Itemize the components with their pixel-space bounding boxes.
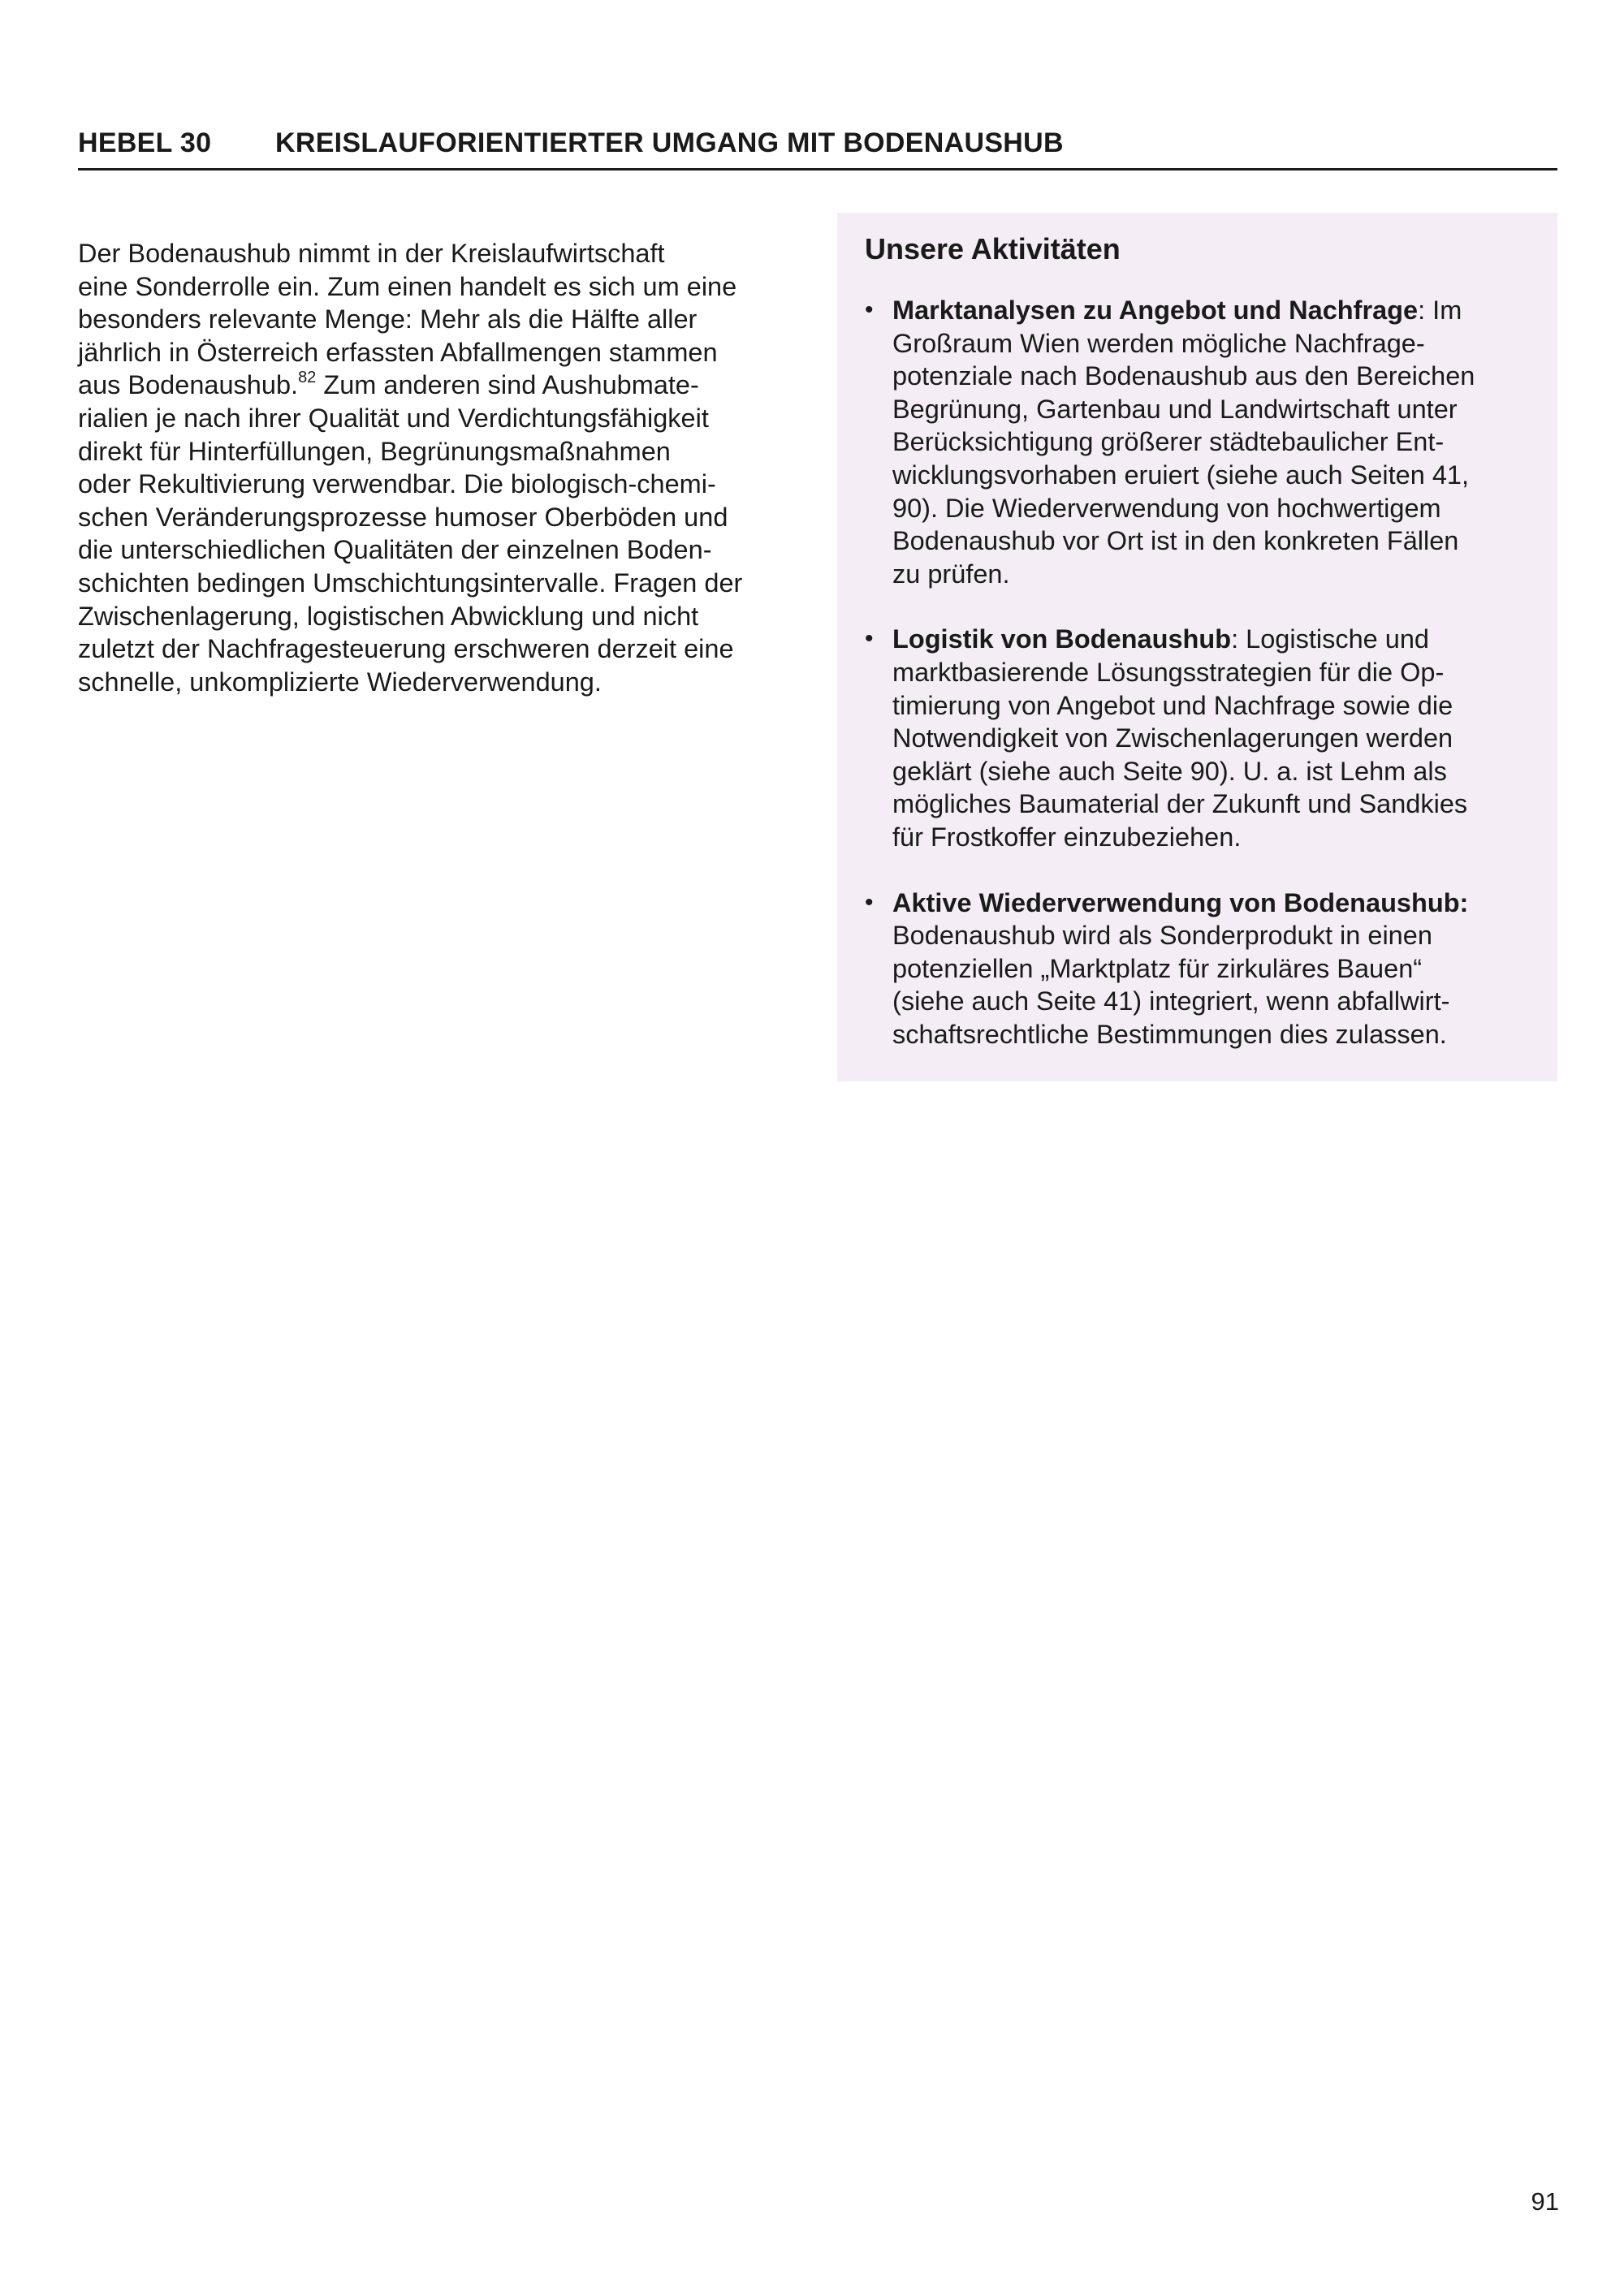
activity-line: timierung von Angebot und Nachfrage sowie die <box>892 690 1453 720</box>
page-header <box>78 122 1557 170</box>
intro-line: jährlich in Österreich erfassten Abfallmengen stammen <box>78 337 718 367</box>
intro-line-with-footnote <box>78 369 813 402</box>
activity-line: wicklungsvorhaben eruiert (siehe auch Seiten 41, <box>892 460 1470 490</box>
activity-line: (siehe auch Seite 41) integriert, wenn abfallwirt- <box>892 986 1450 1016</box>
intro-line: die unterschiedlichen Qualitäten der einzelnen Boden- <box>78 535 712 565</box>
activity-text: : Logistische und <box>1231 624 1430 654</box>
activity-line: Begrünung, Gartenbau und Landwirtschaft unter <box>892 394 1458 424</box>
activity-line: mögliches Baumaterial der Zukunft und Sandkies <box>892 789 1468 819</box>
intro-line: oder Rekultivierung verwendbar. Die biologisch-chemi- <box>78 469 716 499</box>
intro-line: eine Sonderrolle ein. Zum einen handelt es sich um eine <box>78 271 737 301</box>
footnote-reference: 82 <box>298 368 317 386</box>
activity-line: Bodenaushub vor Ort ist in den konkreten Fällen <box>892 526 1459 556</box>
activities-list <box>865 294 1530 1051</box>
activity-line: 90). Die Wiederverwendung von hochwertigem <box>892 493 1441 523</box>
bullet-icon: • <box>865 296 874 323</box>
intro-line: direkt für Hinterfüllungen, Begrünungsmaßnahmen <box>78 436 671 466</box>
page-number: 91 <box>1531 2187 1559 2216</box>
intro-line: schichten bedingen Umschichtungsintervalle. Fragen der <box>78 568 743 598</box>
activity-line <box>892 294 1530 327</box>
page-title: KREISLAUFORIENTIERTER UMGANG MIT BODENAUSHUB <box>275 127 1064 158</box>
activity-heading: Marktanalysen zu Angebot und Nachfrage <box>892 296 1419 325</box>
lever-number: HEBEL 30 <box>78 127 212 158</box>
intro-line: Zwischenlagerung, logistischen Abwicklung und nicht <box>78 601 699 631</box>
activity-heading: Logistik von Bodenaushub <box>892 624 1232 654</box>
activity-line: Notwendigkeit von Zwischenlagerungen werden <box>892 723 1453 753</box>
intro-line: besonders relevante Menge: Mehr als die Hälfte aller <box>78 304 698 334</box>
intro-line: schen Veränderungsprozesse humoser Oberböden und <box>78 502 728 532</box>
activity-line: marktbasierende Lösungsstrategien für die Op- <box>892 657 1445 687</box>
activity-line: für Frostkoffer einzubeziehen. <box>892 822 1242 852</box>
activity-item-market-analysis <box>865 294 1530 590</box>
activity-line <box>892 623 1530 656</box>
intro-line: rialien je nach ihrer Qualität und Verdichtungsfähigkeit <box>78 403 709 433</box>
bullet-icon: • <box>865 625 874 653</box>
intro-line: Der Bodenaushub nimmt in der Kreislaufwirtschaft <box>78 239 665 268</box>
activity-heading: Aktive Wiederverwendung von Bodenaushub: <box>892 887 1469 917</box>
intro-text: aus Bodenaushub. <box>78 370 299 400</box>
activity-text: : Im <box>1418 296 1462 325</box>
activity-line: Bodenaushub wird als Sonderprodukt in einen <box>892 921 1432 951</box>
intro-line: schnelle, unkomplizierte Wiederverwendung. <box>78 667 602 697</box>
activity-line: geklärt (siehe auch Seite 90). U. a. ist Lehm als <box>892 756 1447 786</box>
activity-line: Großraum Wien werden mögliche Nachfrage- <box>892 328 1425 358</box>
intro-text: Zum anderen sind Aushubmate- <box>316 370 699 400</box>
activity-item-reuse <box>865 887 1530 1051</box>
bullet-icon: • <box>865 888 874 916</box>
activity-item-logistics <box>865 623 1530 853</box>
activity-line: potenziellen „Marktplatz für zirkuläres Bauen“ <box>892 953 1423 983</box>
activity-line: potenziale nach Bodenaushub aus den Bereichen <box>892 361 1475 391</box>
intro-line: zuletzt der Nachfragesteuerung erschweren derzeit eine <box>78 634 734 664</box>
activity-line: zu prüfen. <box>892 559 1010 589</box>
activity-line: schaftsrechtliche Bestimmungen dies zulassen. <box>892 1019 1447 1049</box>
activity-line: Berücksichtigung größerer städtebaulicher Ent- <box>892 427 1445 457</box>
activities-title: Unsere Aktivitäten <box>865 232 1121 265</box>
activity-line <box>892 887 1530 920</box>
activities-box <box>837 213 1557 1081</box>
intro-paragraph <box>78 237 813 698</box>
